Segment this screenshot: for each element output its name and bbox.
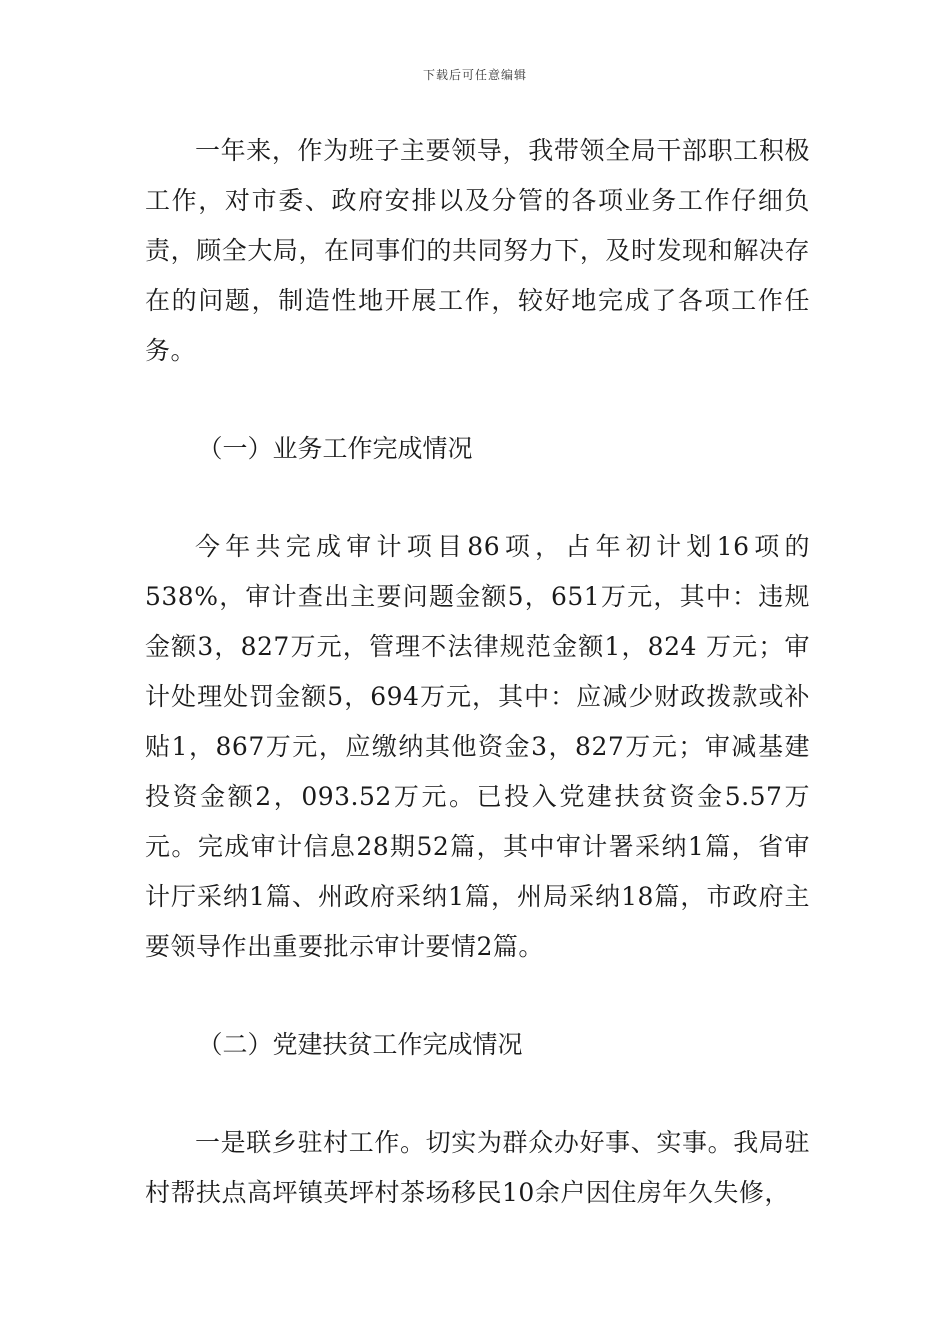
paragraph-gap [145,972,810,1020]
paragraph-gap [145,1070,810,1118]
paragraph-gap [145,474,810,522]
section-heading-1: （一）业务工作完成情况 [197,434,473,463]
section-body-1: 今年共完成审计项目86项，占年初计划16项的538%，审计查出主要问题金额5，651万元，其中：违规金额3，827万元，管理不法律规范金额1，824 万元；审计处理处罚金额5，694万元，其中：应减少财政拨款或补贴1，867万元，应缴纳其他资金3，827万元；审减基建投资金额2，093.52万元。已投入党建扶贫资金5.57万元。完成审计信息28期52篇，其中审计署采纳1篇，省审计厅采纳1篇、州政府采纳1篇，州局采纳18篇，市政府主要领导作出重要批示审计要情2篇。 [145,532,810,961]
paragraph-gap [145,376,810,424]
section-heading-2: （二）党建扶贫工作完成情况 [197,1030,523,1059]
document-body [145,126,810,1218]
section-body-2: 一是联乡驻村工作。切实为群众办好事、实事。我局驻村帮扶点高坪镇英坪村茶场移民10余户因住房年久失修， [145,1128,810,1207]
intro-paragraph: 一年来，作为班子主要领导，我带领全局干部职工积极工作，对市委、政府安排以及分管的各项业务工作仔细负责，顾全大局，在同事们的共同努力下，及时发现和解决存在的问题，制造性地开展工作，较好地完成了各项工作任务。 [145,136,810,365]
page-header: 下载后可任意编辑 [422,68,527,82]
